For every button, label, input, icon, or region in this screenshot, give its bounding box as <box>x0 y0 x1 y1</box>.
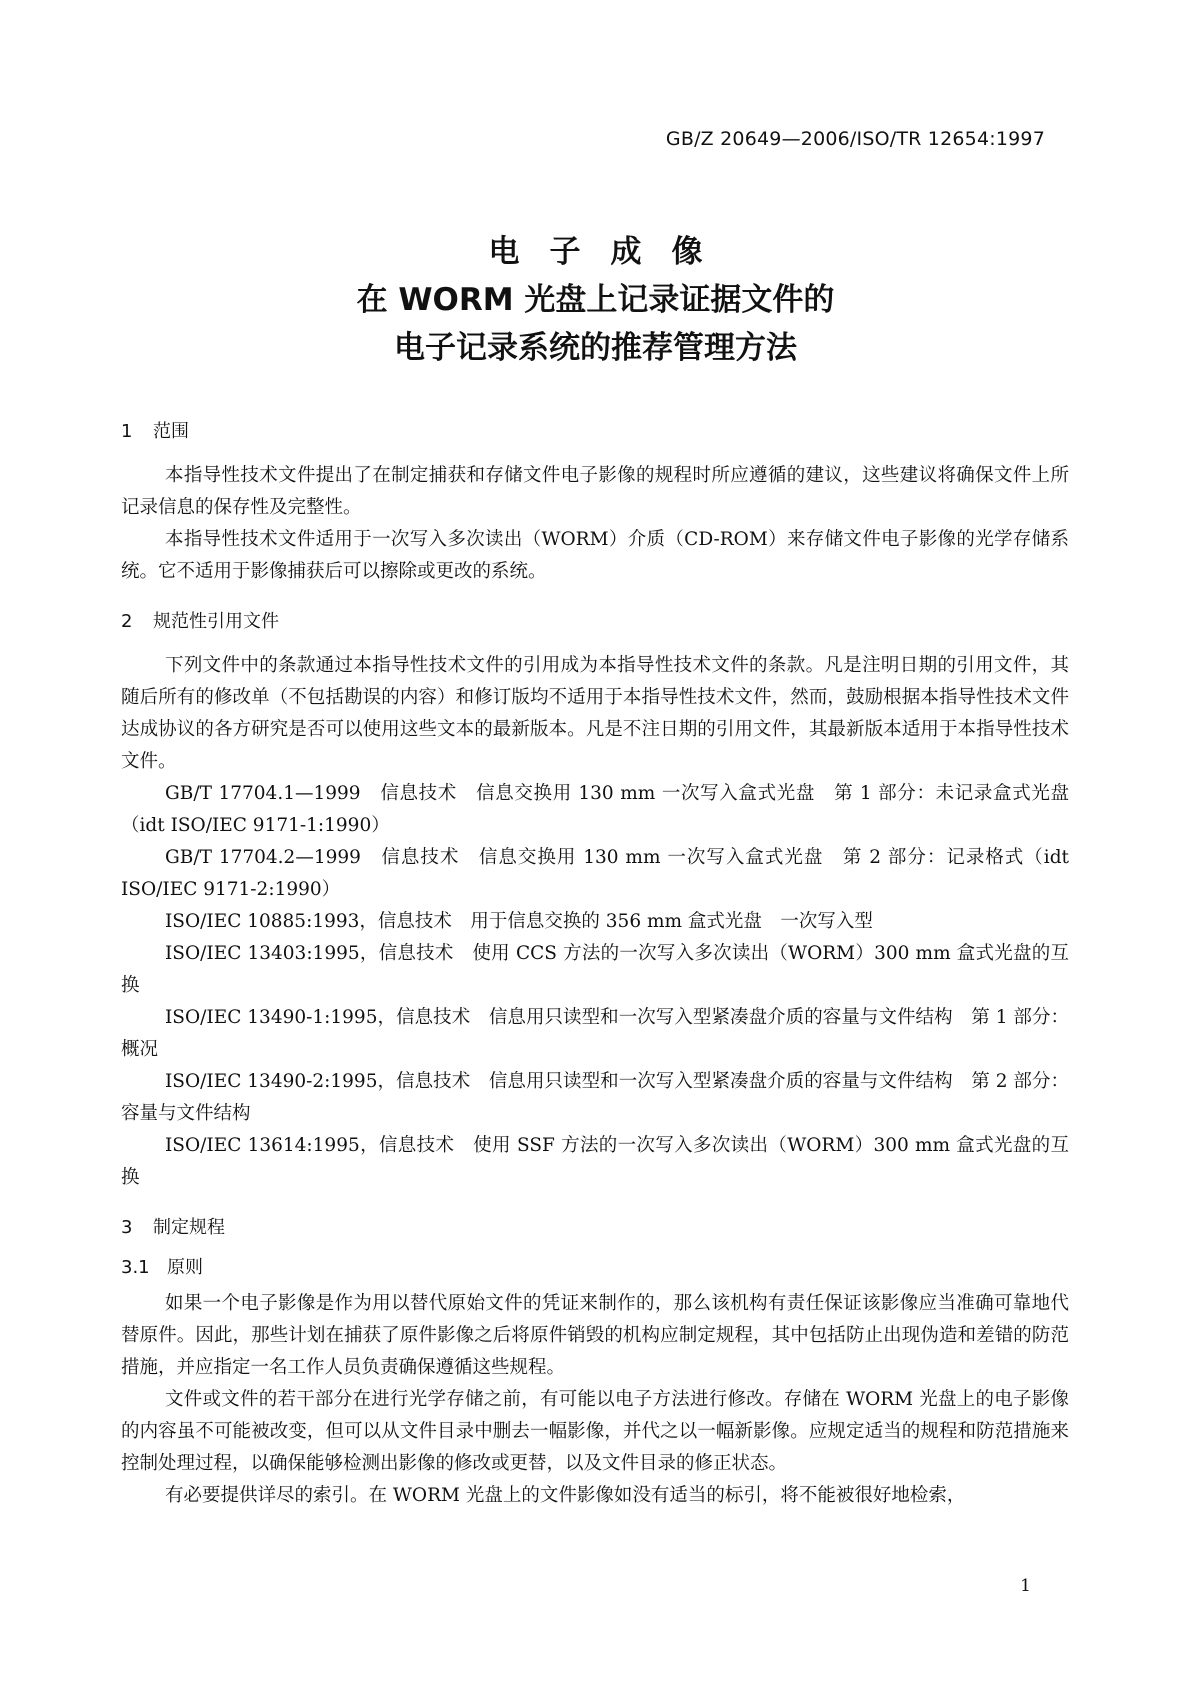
section-number: 2 <box>121 611 133 632</box>
section-2-heading <box>121 610 1069 634</box>
paragraph: 下列文件中的条款通过本指导性技术文件的引用成为本指导性技术文件的条款。凡是注明日期的引用文件，其随后所有的修改单（不包括勘误的内容）和修订版均不适用于本指导性技术文件，然而，鼓励根据本指导性技术文件达成协议的各方研究是否可以使用这些文本的最新版本。凡是不注日期的引用文件，其最新版本适用于本指导性技术文件。 <box>121 655 1069 772</box>
title-line-1: 电子成像 <box>488 234 733 270</box>
paragraph: 有必要提供详尽的索引。在 WORM 光盘上的文件影像如没有适当的标引，将不能被很好地检索， <box>165 1485 966 1506</box>
reference-item: ISO/IEC 13614:1995，信息技术 使用 SSF 方法的一次写入多次读出（WORM）300 mm 盒式光盘的互换 <box>121 1135 1069 1188</box>
section-title: 规范性引用文件 <box>153 611 279 632</box>
subsection-number: 3.1 <box>121 1257 150 1278</box>
reference-item: ISO/IEC 13403:1995，信息技术 使用 CCS 方法的一次写入多次读出（WORM）300 mm 盒式光盘的互换 <box>121 943 1069 996</box>
reference-item: GB/T 17704.1—1999 信息技术 信息交换用 130 mm 一次写入盒式光盘 第 1 部分：未记录盒式光盘（idt ISO/IEC 9171-1:1990） <box>121 783 1069 836</box>
section-title: 范围 <box>153 421 189 442</box>
subsection-3-1-heading <box>121 1256 1069 1280</box>
section-title: 制定规程 <box>153 1217 225 1238</box>
page-number: 1 <box>1020 1576 1031 1596</box>
paragraph: 本指导性技术文件提出了在制定捕获和存储文件电子影像的规程时所应遵循的建议，这些建议将确保文件上所记录信息的保存性及完整性。 <box>121 465 1069 518</box>
section-3-heading <box>121 1216 1069 1240</box>
title-line-2: 在 WORM 光盘上记录证据文件的 <box>356 282 835 318</box>
section-1-heading <box>121 420 1069 444</box>
paragraph: 如果一个电子影像是作为用以替代原始文件的凭证来制作的，那么该机构有责任保证该影像应当准确可靠地代替原件。因此，那些计划在捕获了原件影像之后将原件销毁的机构应制定规程，其中包括防止出现伪造和差错的防范措施，并应指定一名工作人员负责确保遵循这些规程。 <box>121 1293 1069 1378</box>
paragraph: 文件或文件的若干部分在进行光学存储之前，有可能以电子方法进行修改。存储在 WORM 光盘上的电子影像的内容虽不可能被改变，但可以从文件目录中删去一幅影像，并代之以一幅新影像。应规定适当的规程和防范措施来控制处理过程，以确保能够检测出影像的修改或更替，以及文件目录的修正状态。 <box>121 1389 1069 1474</box>
paragraph: 本指导性技术文件适用于一次写入多次读出（WORM）介质（CD-ROM）来存储文件电子影像的光学存储系统。它不适用于影像捕获后可以擦除或更改的系统。 <box>121 529 1069 582</box>
reference-item: GB/T 17704.2—1999 信息技术 信息交换用 130 mm 一次写入盒式光盘 第 2 部分：记录格式（idt ISO/IEC 9171-2:1990） <box>121 847 1069 900</box>
reference-item: ISO/IEC 13490-2:1995，信息技术 信息用只读型和一次写入型紧凑盘介质的容量与文件结构 第 2 部分：容量与文件结构 <box>121 1071 1069 1124</box>
reference-item: ISO/IEC 10885:1993，信息技术 用于信息交换的 356 mm 盒式光盘 一次写入型 <box>165 911 873 932</box>
document-title <box>0 228 1191 372</box>
section-number: 3 <box>121 1217 133 1238</box>
title-line-3: 电子记录系统的推荐管理方法 <box>394 330 797 366</box>
standard-code: GB/Z 20649—2006/ISO/TR 12654:1997 <box>665 128 1045 150</box>
section-number: 1 <box>121 421 133 442</box>
subsection-title: 原则 <box>167 1257 203 1278</box>
document-body <box>121 420 1069 1512</box>
reference-item: ISO/IEC 13490-1:1995，信息技术 信息用只读型和一次写入型紧凑盘介质的容量与文件结构 第 1 部分：概况 <box>121 1007 1069 1060</box>
